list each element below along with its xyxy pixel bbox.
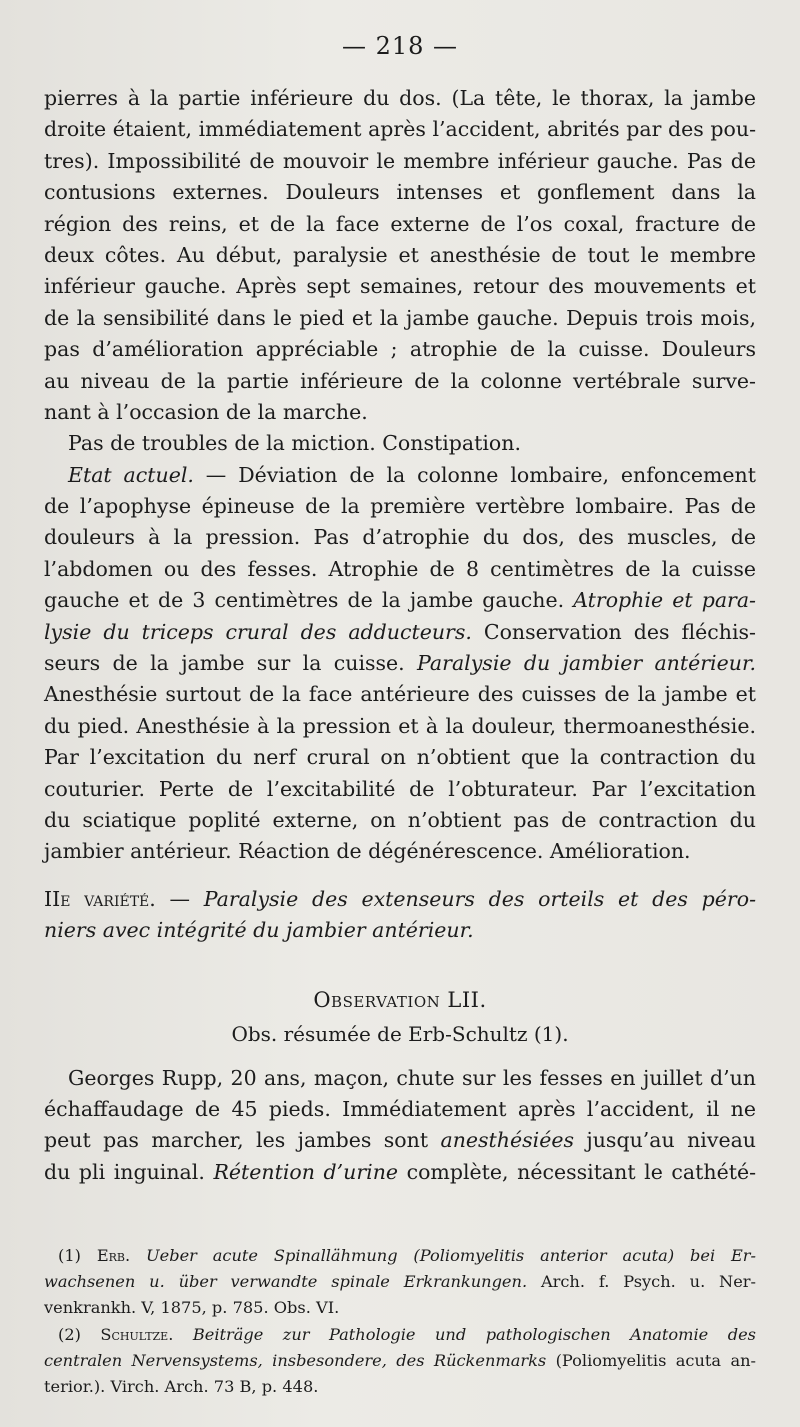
italic-span: Paralysie des extenseurs des orteils et des péro- <box>203 886 756 911</box>
italic-span: Ueber acute Spinallähmung (Poliomyelitis anterior acuta) bei Er- <box>146 1246 756 1265</box>
text-line: deux côtes. Au début, paralysie et anesthésie de tout le membre <box>44 242 756 267</box>
footnote-separator <box>44 1230 756 1231</box>
text-span: seurs de la jambe sur la cuisse. <box>44 651 418 676</box>
text-span: du pli inguinal. <box>44 1159 214 1184</box>
footnotes <box>44 1243 756 1400</box>
text-span: Arch. f. Psych. u. Ner- <box>527 1272 757 1292</box>
italic-span: anesthésiées <box>440 1128 574 1153</box>
text-span: Conservation des fléchis- <box>471 619 756 644</box>
text-span: (Poliomyelitis acuta an- <box>546 1350 756 1370</box>
text-line: échaffaudage de 45 pieds. Immédiatement après l’accident, il ne <box>44 1096 756 1121</box>
observation-title: Observation LII. <box>313 987 487 1012</box>
italic-span: lysie du triceps crural des adducteurs. <box>44 619 472 644</box>
text-line: de l’apophyse épineuse de la première vertèbre lombaire. Pas de <box>44 494 756 519</box>
footnote-author: Erb. <box>96 1246 131 1265</box>
text-line: pas d’amélioration appréciable ; atrophie de la cuisse. Douleurs <box>44 337 756 362</box>
text-line: Pas de troubles de la miction. Constipation. <box>68 431 521 456</box>
text-span: — Déviation de la colonne lombaire, enfoncement <box>193 462 756 487</box>
italic-span: Rétention d’urine <box>213 1159 399 1184</box>
text-line: du pied. Anesthésie à la pression et à la douleur, thermoanesthésie. <box>44 713 756 738</box>
footnote-line <box>44 1243 756 1269</box>
footnote-number: (2) <box>58 1324 81 1344</box>
text-line <box>44 585 756 616</box>
variety-heading <box>44 884 756 947</box>
text-line <box>44 617 756 648</box>
spacer <box>44 868 756 884</box>
text-line <box>44 648 756 679</box>
footnote-line: terior.). Virch. Arch. 73 B, p. 448. <box>44 1376 319 1396</box>
footnote-line: venkrankh. V, 1875, p. 785. Obs. VI. <box>44 1298 340 1318</box>
text-line: Par l’excitation du nerf crural on n’obtient que la contraction du <box>44 745 756 770</box>
text-line: couturier. Perte de l’excitabilité de l’obturateur. Par l’excitation <box>44 776 756 801</box>
footnote-2 <box>44 1322 756 1401</box>
footnote-number: (1) <box>58 1246 81 1265</box>
text-line: Georges Rupp, 20 ans, maçon, chute sur les fesses en juillet d’un <box>68 1065 756 1090</box>
text-line <box>44 1125 756 1156</box>
text-span: jusqu’au niveau <box>574 1128 756 1153</box>
text-line: tres). Impossibilité de mouvoir le membre inférieur gauche. Pas de <box>44 148 756 173</box>
text-line: droite étaient, immédiatement après l’accident, abrités par des pou- <box>44 117 756 142</box>
footnote-line <box>44 1322 756 1348</box>
footnote-line <box>44 1269 756 1295</box>
main-text <box>44 83 756 1188</box>
text-line: de la sensibilité dans le pied et la jambe gauche. Depuis trois mois, <box>44 305 756 330</box>
text-line <box>44 1157 756 1188</box>
paragraph-observation <box>44 1063 756 1189</box>
text-line: l’abdomen ou des fesses. Atrophie de 8 centimètres de la cuisse <box>44 556 756 581</box>
text-line: au niveau de la partie inférieure de la colonne vertébrale surve- <box>44 368 756 393</box>
text-span: gauche et de 3 centimètres de la jambe gauche. <box>44 588 574 613</box>
page-number: — 218 — <box>341 32 459 60</box>
italic-span: wachsenen u. über verwandte spinale Erkrankungen. <box>44 1272 528 1292</box>
text-line: inférieur gauche. Après sept semaines, retour des mouvements et <box>44 274 756 299</box>
variety-label: IIe variété. <box>44 886 156 911</box>
text-line: Anesthésie surtout de la face antérieure des cuisses de la jambe et <box>44 682 756 707</box>
text-line: région des reins, et de la face externe de l’os coxal, fracture de <box>44 211 756 236</box>
italic-span: Beiträge zur Pathologie und pathologischen Anatomie des <box>192 1324 756 1344</box>
text-line: niers avec intégrité du jambier antérieur. <box>44 918 474 943</box>
paragraph-2 <box>44 428 756 459</box>
section-heading: Etat actuel. <box>68 462 194 487</box>
text-line: pierres à la partie inférieure du dos. (La tête, le thorax, la jambe <box>44 86 756 110</box>
footnote-author: Schultze. <box>100 1324 174 1344</box>
text-line: du sciatique poplité externe, on n’obtient pas de contraction du <box>44 807 756 832</box>
text-line: contusions externes. Douleurs intenses et gonflement dans la <box>44 180 756 205</box>
text-line: douleurs à la pression. Pas d’atrophie du dos, des muscles, de <box>44 525 756 550</box>
text-span: peut pas marcher, les jambes sont <box>44 1128 441 1153</box>
text-line: nant à l’occasion de la marche. <box>44 399 368 424</box>
text-line: jambier antérieur. Réaction de dégénérescence. Amélioration. <box>44 839 691 864</box>
text-span: — <box>155 886 204 911</box>
footnote-line <box>44 1348 756 1374</box>
italic-span: Paralysie du jambier antérieur. <box>417 651 757 676</box>
footnote-1 <box>44 1243 756 1322</box>
text-line <box>44 884 756 915</box>
text-span: complète, nécessitant le cathété- <box>398 1159 757 1184</box>
observation-subtitle: Obs. résumée de Erb-Schultz (1). <box>231 1021 569 1046</box>
paragraph-1 <box>44 83 756 428</box>
italic-span: Atrophie et para- <box>573 588 756 613</box>
text-line <box>44 460 756 491</box>
paragraph-etat-actuel <box>44 460 756 868</box>
italic-span: centralen Nervensystems, insbesondere, des Rückenmarks <box>44 1350 547 1370</box>
